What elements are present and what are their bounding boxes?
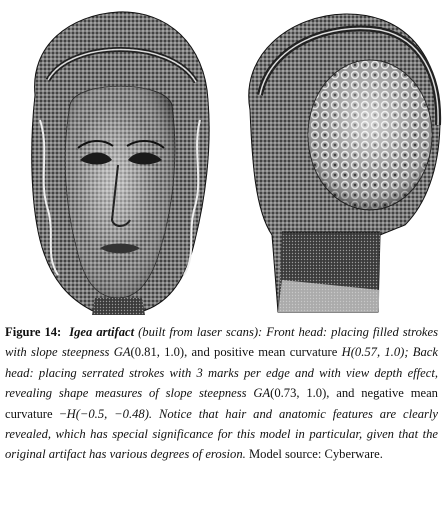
caption-segment: GA	[113, 345, 131, 360]
caption-title: Igea artifact	[69, 325, 135, 339]
caption-segment: (0.81, 1.0), and positive mean curvature	[130, 345, 342, 360]
caption-segment: (0.57, 1.0); Back head: placing serrated strokes with 3 marks per edge and with view depth effect, revealing shape measures of slope steepness	[5, 345, 438, 401]
caption-segment: Model source: Cyberware.	[245, 447, 383, 462]
front-head-rendering	[32, 12, 209, 315]
back-head-rendering	[249, 14, 440, 312]
caption-label: Figure 14:	[5, 325, 62, 339]
figure-caption	[5, 322, 438, 465]
caption-segment: H	[341, 345, 351, 360]
caption-segment: (−0.5, −0.48). Notice that hair and anatomic features are clearly revealed, which has special significance for this model in particular, given that the original artifact has various degrees of erosion.	[5, 406, 438, 462]
caption-segment: GA	[253, 386, 271, 401]
caption-segment: H	[66, 406, 76, 421]
caption-segment: (0.73, 1.0), and negative mean curvature −	[5, 386, 438, 421]
caption-segment: (built from laser scans): Front head: placing filled strokes with slope steepness	[5, 325, 438, 360]
